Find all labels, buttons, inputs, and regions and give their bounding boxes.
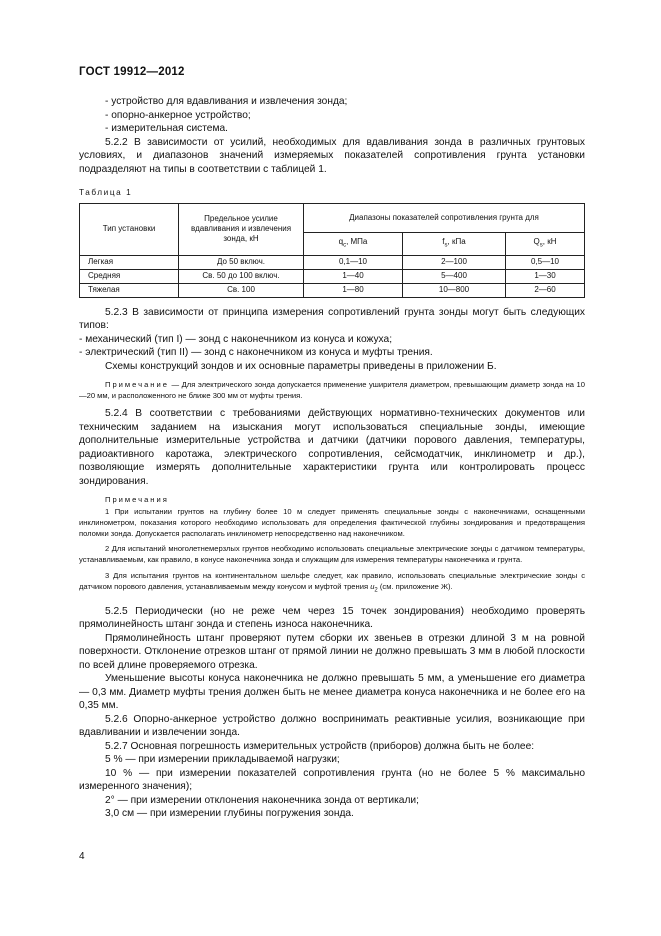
clause-5-2-3: 5.2.3 В зависимости от принципа измерения сопротивлений грунта зонды могут быть следующих типов: (79, 306, 585, 331)
document-code-header: ГОСТ 19912—2012 (79, 66, 185, 78)
note-item: 1 При испытании грунтов на глубину более 10 м следует применять специальные зонды с наконечниками, оснащенными инклинометром, показания которого необходимо использовать для определения фактической глубины зондирования и предотвращения поломки зонда. Допускается располагать инклинометр непосредственно над наконечником. (79, 506, 585, 539)
document-body (79, 95, 585, 821)
page-number: 4 (79, 851, 85, 862)
clause-5-2-5-paragraph: Прямолинейность штанг проверяют путем сборки их звеньев в отрезки длиной 3 м на ровной поверхности. Отклонение отрезков штанг от прямой линии не должно превышать 3 мм в любой плоскости по всей длине проверяемого отрезка. (79, 632, 585, 671)
intro-item: - опорно-анкерное устройство; (105, 109, 251, 121)
note-electric-probe (79, 379, 585, 401)
clause-5-2-6: 5.2.6 Опорно-анкерное устройство должно воспринимать реактивные усилия, возникающие при вдавливании и извлечении зонда. (79, 713, 585, 739)
cell-qs: 0,5—10 (506, 255, 585, 269)
sub-header-qc: $q_c$, МПа (304, 232, 403, 255)
accuracy-item: 10 % — при измерении показателей сопротивления грунта (но не более 5 % максимально измеренного значения); (79, 767, 585, 793)
sub-header-qs: $Q_s$, кН (506, 232, 585, 255)
clause-5-2-5-paragraph: Уменьшение высоты конуса наконечника не должно превышать 5 мм, а уменьшение его диаметра — 0,3 мм. Диаметр муфты трения должен быть не менее диаметра конуса наконечника и не более его на 0,35 мм. (79, 673, 585, 712)
accuracy-item: 3,0 см — при измерении глубины погружения зонда. (105, 808, 354, 820)
installation-types-table (79, 203, 585, 298)
note-text: — Для электрического зонда допускается применение уширителя диаметром, превышающим диаметр зонда на 10—20 мм, и расположенного не ближе 300 мм от муфты трения. (79, 380, 585, 401)
note-label: Примечание (105, 380, 169, 389)
cell-qs: 1—30 (506, 269, 585, 283)
accuracy-item: 2° — при измерении отклонения наконечника зонда от вертикали; (105, 794, 419, 806)
probe-type-item: - электрический (тип II) — зонд с наконечником из конуса и муфты трения. (79, 347, 433, 358)
probe-schemes-reference: Схемы конструкций зондов и их основные параметры приведены в приложении Б. (105, 360, 497, 372)
intro-item: - измерительная система. (105, 123, 228, 134)
table-row (80, 269, 585, 283)
table-row (80, 255, 585, 269)
intro-item: - устройство для вдавливания и извлечения зонда; (105, 96, 348, 107)
note-item: 2 Для испытаний многолетнемерзлых грунтов необходимо использовать специальные электрические зонды с датчиком температуры, устанавливаемым, как правило, в конусе наконечника зонда и служащим для измерения температуры наконечника и грунта. (79, 544, 585, 565)
accuracy-item: 5 % — при измерении прикладываемой нагрузки; (105, 754, 340, 766)
col-header-force: Предельное усилие вдавливания и извлечения зонда, кН (179, 203, 304, 255)
clause-5-2-2: 5.2.2 В зависимости от усилий, необходимых для вдавливания зонда в различных грунтовых условиях, и диапазонов значений измеряемых показателей сопротивления грунта установки подразделяют на типы в соответствии с таблицей 1. (79, 136, 585, 175)
cell-qc: 1—40 (304, 269, 403, 283)
cell-type: Легкая (80, 255, 179, 269)
cell-force: Св. 50 до 100 включ. (179, 269, 304, 283)
cell-qc: 1—80 (304, 283, 403, 297)
cell-qc: 0,1—10 (304, 255, 403, 269)
col-header-ranges: Диапазоны показателей сопротивления грунта для (304, 203, 585, 232)
table-row (80, 283, 585, 297)
clause-5-2-7: 5.2.7 Основная погрешность измерительных устройств (приборов) должна быть не более: (105, 740, 535, 752)
cell-type: Средняя (80, 269, 179, 283)
cell-type: Тяжелая (80, 283, 179, 297)
col-header-type: Тип установки (80, 203, 179, 255)
note-item: 3 Для испытания грунтов на континентальном шельфе следует, как правило, использовать специальные электрические зонды с датчиком порового давления, устанавливаемым между конусом и муфтой трения $u_2$ (см. приложение Ж). (79, 570, 585, 594)
cell-fs: 10—800 (403, 283, 506, 297)
notes-title: Примечания (105, 495, 169, 505)
sub-header-fs: $f_s$, кПа (403, 232, 506, 255)
probe-type-item: - механический (тип I) — зонд с наконечником из конуса и кожуха; (79, 333, 393, 345)
cell-fs: 5—400 (403, 269, 506, 283)
cell-force: До 50 включ. (179, 255, 304, 269)
cell-qs: 2—60 (506, 283, 585, 297)
cell-force: Св. 100 (179, 283, 304, 297)
clause-5-2-4: 5.2.4 В соответствии с требованиями действующих нормативно-технических документов или техническим заданием на изыскания могут использоваться специальные зонды, имеющие дополнительные измерительные устройства и датчики (датчики порового давления, температуры, радиоактивного каротажа, электрического сопротивления, сейсмодатчик, инклинометр и др.), позволяющие измерять дополнительные характеристики грунта или контролировать процесс зондирования. (79, 408, 585, 487)
table-caption: Таблица 1 (79, 188, 133, 197)
clause-5-2-5: 5.2.5 Периодически (но не реже чем через 15 точек зондирования) необходимо проверять прямолинейность штанг зонда и степень износа наконечника. (79, 605, 585, 631)
cell-fs: 2—100 (403, 255, 506, 269)
